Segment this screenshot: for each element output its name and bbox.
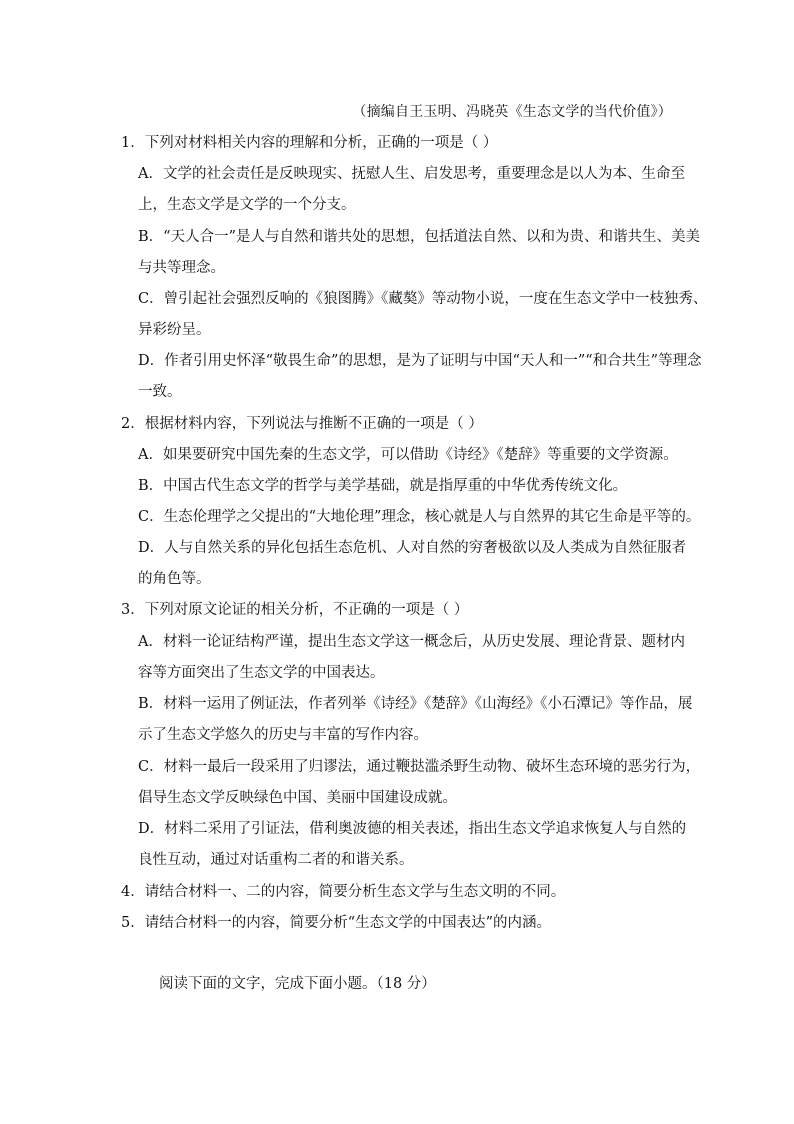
question-3-option-b-line2: 示了生态文学悠久的历史与丰富的写作内容。 bbox=[138, 727, 428, 743]
question-2-option-c: C．生态伦理学之父提出的“大地伦理”理念，核心就是人与自然界的其它生命是平等的。 bbox=[138, 509, 701, 525]
question-5-stem: 5．请结合材料一的内容，简要分析“生态文学的中国表达”的内涵。 bbox=[121, 915, 552, 931]
question-3-stem: 3．下列对原文论证的相关分析，不正确的一项是（ ） bbox=[121, 602, 469, 618]
question-4-stem: 4．请结合材料一、二的内容，简要分析生态文学与生态文明的不同。 bbox=[121, 884, 566, 900]
question-2-option-a: A．如果要研究中国先秦的生态文学，可以借助《诗经》《楚辞》等重要的文学资源。 bbox=[138, 447, 678, 463]
question-3-option-b-line1: B．材料一运用了例证法，作者列举《诗经》《楚辞》《山海经》《小石潭记》等作品，展 bbox=[138, 696, 693, 712]
question-3-option-c-line2: 倡导生态文学反映绿色中国、美丽中国建设成就。 bbox=[138, 790, 457, 806]
question-2-option-d-line1: D．人与自然关系的异化包括生态危机、人对自然的穷奢极欲以及人类成为自然征服者 bbox=[138, 540, 687, 556]
question-3-option-c-line1: C．材料一最后一段采用了归谬法，通过鞭挞滥杀野生动物、破坏生态环境的恶劣行为， bbox=[138, 759, 701, 775]
question-1-option-b-line2: 与共等理念。 bbox=[138, 260, 225, 276]
reading-section-intro: 阅读下面的文字，完成下面小题。（18 分） bbox=[159, 976, 436, 992]
question-3-option-d-line2: 良性互动，通过对话重构二者的和谐关系。 bbox=[138, 852, 414, 868]
question-1-option-c-line2: 异彩纷呈。 bbox=[138, 322, 211, 338]
source-citation: （摘编自王玉明、冯晓英《生态文学的当代价值》） bbox=[352, 104, 672, 120]
question-1-option-b-line1: B．“天人合一”是人与自然和谐共处的思想，包括道法自然、以和为贵、和谐共生、美美 bbox=[138, 229, 700, 245]
question-2-stem: 2．根据材料内容，下列说法与推断不正确的一项是（ ） bbox=[121, 416, 483, 432]
question-1-option-d-line2: 一致。 bbox=[138, 384, 182, 400]
question-2-option-b: B．中国古代生态文学的哲学与美学基础，就是指厚重的中华优秀传统文化。 bbox=[138, 478, 628, 494]
question-1-stem: 1．下列对材料相关内容的理解和分析，正确的一项是（ ） bbox=[121, 135, 498, 151]
question-3-option-a-line2: 容等方面突出了生态文学的中国表达。 bbox=[138, 665, 385, 681]
question-3-option-a-line1: A．材料一论证结构严谨，提出生态文学这一概念后，从历史发展、理论背景、题材内 bbox=[138, 634, 685, 650]
question-1-option-d-line1: D．作者引用史怀泽“敬畏生命”的思想，是为了证明与中国“天人和一”“和合共生”等理念 bbox=[138, 353, 702, 369]
question-3-option-d-line1: D．材料二采用了引证法，借利奥波德的相关表述，指出生态文学追求恢复人与自然的 bbox=[138, 821, 687, 837]
question-2-option-d-line2: 的角色等。 bbox=[138, 571, 211, 587]
question-1-option-c-line1: C．曾引起社会强烈反响的《狼图腾》《藏獒》等动物小说，一度在生态文学中一枝独秀、 bbox=[138, 291, 708, 307]
question-1-option-a-line2: 上，生态文学是文学的一个分支。 bbox=[138, 197, 356, 213]
question-1-option-a-line1: A．文学的社会责任是反映现实、抚慰人生、启发思考，重要理念是以人为本、生命至 bbox=[138, 166, 685, 182]
